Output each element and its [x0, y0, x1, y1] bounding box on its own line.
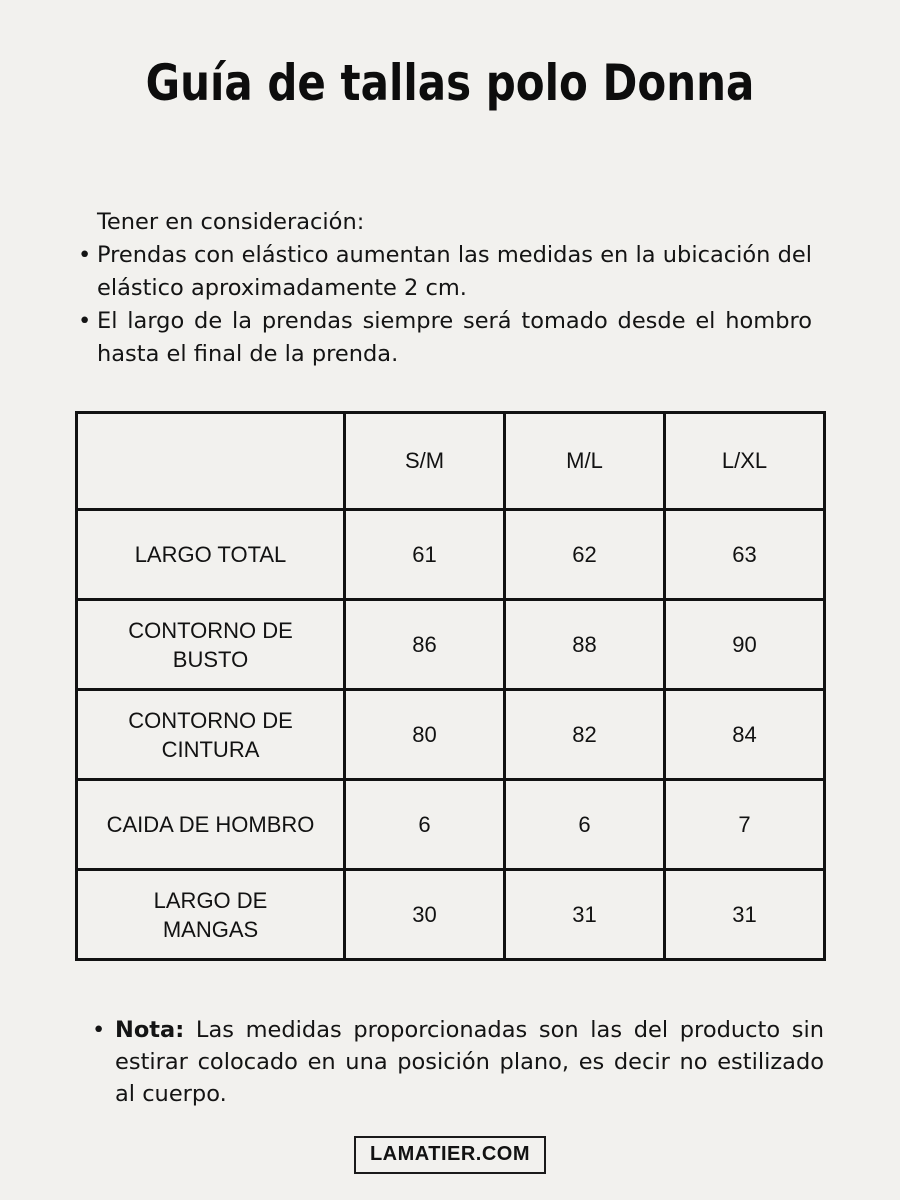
note-label: Nota:: [115, 1017, 185, 1043]
measurement-label: [77, 780, 345, 870]
measurement-label: [77, 870, 345, 960]
considerations-section: [78, 206, 812, 371]
table-row: [77, 600, 825, 690]
table-row: [77, 690, 825, 780]
measurement-value: 86: [345, 600, 505, 690]
note-item: [92, 1014, 824, 1110]
measurement-label-text: LARGO TOTAL: [134, 542, 287, 567]
measurement-value: 31: [665, 870, 825, 960]
measurement-value: 7: [665, 780, 825, 870]
brand-name: LAMATIER.COM: [369, 1143, 531, 1165]
measurement-value: 61: [345, 510, 505, 600]
size-table-corner-cell: [77, 413, 345, 510]
note-section: [92, 1014, 824, 1110]
note-text: Las medidas proporcionadas son las del producto sin estirar colocado en una posición plano, es decir no estilizado al cuerpo.: [115, 1017, 824, 1107]
measurement-label: [77, 600, 345, 690]
measurement-label-text: CAIDA DE HOMBRO: [106, 812, 315, 837]
table-row: [77, 780, 825, 870]
measurement-value: 90: [665, 600, 825, 690]
table-row: [77, 870, 825, 960]
size-column-header: L/XL: [665, 413, 825, 510]
brand-box: [354, 1136, 546, 1174]
footer: [0, 1136, 900, 1174]
measurement-value: 62: [505, 510, 665, 600]
size-column-header: S/M: [345, 413, 505, 510]
size-table: [75, 411, 826, 961]
considerations-list: [78, 239, 812, 371]
measurement-value: 82: [505, 690, 665, 780]
considerations-intro: Tener en consideración:: [97, 209, 365, 235]
measurement-value: 31: [505, 870, 665, 960]
measurement-label: [77, 690, 345, 780]
measurement-label-text: LARGO DE MANGAS: [153, 887, 268, 942]
table-row: [77, 510, 825, 600]
measurement-label-text: CONTORNO DE BUSTO: [128, 617, 293, 672]
measurement-label-text: CONTORNO DE CINTURA: [128, 707, 293, 762]
size-table-container: [75, 411, 826, 961]
measurement-value: 84: [665, 690, 825, 780]
measurement-value: 80: [345, 690, 505, 780]
note-list: [92, 1014, 824, 1110]
consideration-item: • El largo de la prendas siempre será tomado desde el hombro hasta el final de la prenda.: [78, 305, 812, 371]
size-column-header: M/L: [505, 413, 665, 510]
measurement-value: 88: [505, 600, 665, 690]
size-table-header-row: [77, 413, 825, 510]
measurement-value: 63: [665, 510, 825, 600]
measurement-value: 6: [345, 780, 505, 870]
measurement-value: 6: [505, 780, 665, 870]
consideration-item: • Prendas con elástico aumentan las medidas en la ubicación del elástico aproximadamente 2 cm.: [78, 239, 812, 305]
measurement-label: [77, 510, 345, 600]
measurement-value: 30: [345, 870, 505, 960]
page-title: Guía de tallas polo Donna: [145, 54, 755, 112]
